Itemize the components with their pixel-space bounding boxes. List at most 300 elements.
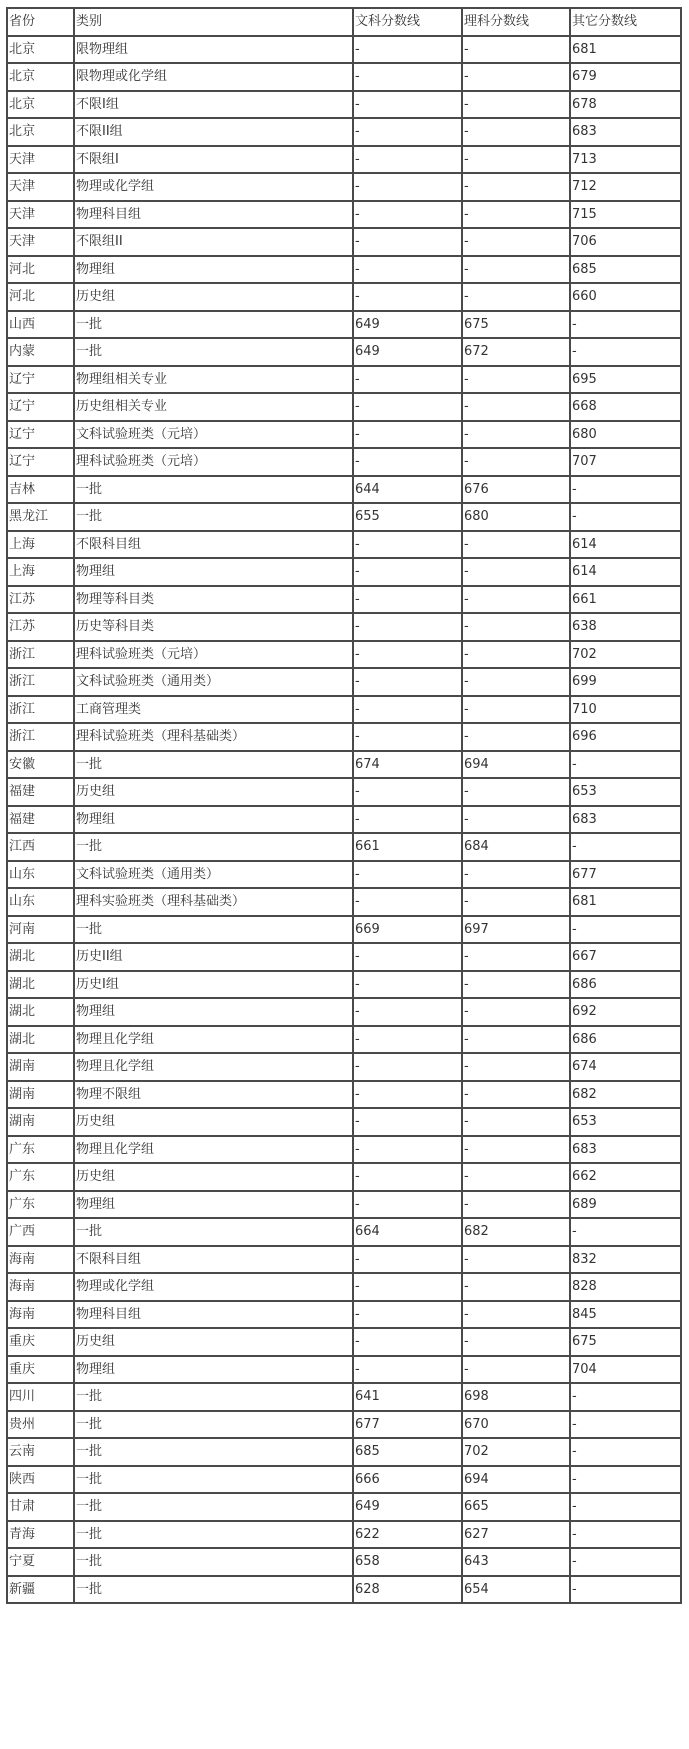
province-cell: 浙江 bbox=[7, 668, 74, 696]
province-cell: 宁夏 bbox=[7, 1548, 74, 1576]
category-cell: 一批 bbox=[74, 1383, 353, 1411]
table-row bbox=[7, 91, 681, 119]
province-cell: 浙江 bbox=[7, 641, 74, 669]
category-cell: 历史组 bbox=[74, 283, 353, 311]
science-score-cell: - bbox=[462, 806, 570, 834]
table-row bbox=[7, 1026, 681, 1054]
science-score-cell: - bbox=[462, 421, 570, 449]
liberal-arts-score-cell: - bbox=[353, 1273, 462, 1301]
other-score-cell: 707 bbox=[570, 448, 681, 476]
category-cell: 一批 bbox=[74, 1521, 353, 1549]
table-row bbox=[7, 1273, 681, 1301]
other-score-cell: 683 bbox=[570, 118, 681, 146]
table-row bbox=[7, 36, 681, 64]
other-score-cell: - bbox=[570, 476, 681, 504]
liberal-arts-score-cell: - bbox=[353, 1136, 462, 1164]
liberal-arts-score-cell: - bbox=[353, 63, 462, 91]
category-cell: 一批 bbox=[74, 1548, 353, 1576]
category-cell: 理科试验班类（元培） bbox=[74, 641, 353, 669]
science-score-cell: - bbox=[462, 1026, 570, 1054]
province-cell: 江苏 bbox=[7, 613, 74, 641]
province-cell: 天津 bbox=[7, 173, 74, 201]
province-cell: 湖北 bbox=[7, 998, 74, 1026]
category-cell: 物理且化学组 bbox=[74, 1136, 353, 1164]
liberal-arts-score-cell: - bbox=[353, 558, 462, 586]
province-cell: 湖南 bbox=[7, 1108, 74, 1136]
category-cell: 一批 bbox=[74, 916, 353, 944]
category-cell: 物理组 bbox=[74, 256, 353, 284]
category-cell: 不限I组 bbox=[74, 91, 353, 119]
province-cell: 福建 bbox=[7, 806, 74, 834]
table-row bbox=[7, 1328, 681, 1356]
category-cell: 限物理组 bbox=[74, 36, 353, 64]
science-score-cell: - bbox=[462, 971, 570, 999]
table-row bbox=[7, 283, 681, 311]
province-cell: 浙江 bbox=[7, 723, 74, 751]
category-cell: 不限科目组 bbox=[74, 1246, 353, 1274]
province-cell: 湖北 bbox=[7, 1026, 74, 1054]
science-score-cell: 643 bbox=[462, 1548, 570, 1576]
category-cell: 理科试验班类（理科基础类） bbox=[74, 723, 353, 751]
category-cell: 历史组 bbox=[74, 778, 353, 806]
liberal-arts-score-cell: - bbox=[353, 1053, 462, 1081]
liberal-arts-score-cell: - bbox=[353, 1081, 462, 1109]
other-score-cell: - bbox=[570, 1576, 681, 1604]
liberal-arts-score-cell: - bbox=[353, 971, 462, 999]
liberal-arts-score-cell: 644 bbox=[353, 476, 462, 504]
table-row bbox=[7, 476, 681, 504]
category-cell: 历史I组 bbox=[74, 971, 353, 999]
other-score-cell: 680 bbox=[570, 421, 681, 449]
header-liberal-arts-score: 文科分数线 bbox=[353, 8, 462, 36]
table-row bbox=[7, 1301, 681, 1329]
science-score-cell: - bbox=[462, 668, 570, 696]
liberal-arts-score-cell: 641 bbox=[353, 1383, 462, 1411]
liberal-arts-score-cell: - bbox=[353, 36, 462, 64]
liberal-arts-score-cell: - bbox=[353, 943, 462, 971]
other-score-cell: - bbox=[570, 1218, 681, 1246]
liberal-arts-score-cell: - bbox=[353, 668, 462, 696]
other-score-cell: - bbox=[570, 1411, 681, 1439]
category-cell: 一批 bbox=[74, 1411, 353, 1439]
province-cell: 天津 bbox=[7, 228, 74, 256]
table-row bbox=[7, 723, 681, 751]
other-score-cell: 713 bbox=[570, 146, 681, 174]
province-cell: 广东 bbox=[7, 1136, 74, 1164]
category-cell: 历史等科目类 bbox=[74, 613, 353, 641]
other-score-cell: 614 bbox=[570, 558, 681, 586]
liberal-arts-score-cell: - bbox=[353, 613, 462, 641]
science-score-cell: - bbox=[462, 228, 570, 256]
category-cell: 历史II组 bbox=[74, 943, 353, 971]
liberal-arts-score-cell: - bbox=[353, 806, 462, 834]
province-cell: 内蒙 bbox=[7, 338, 74, 366]
liberal-arts-score-cell: - bbox=[353, 201, 462, 229]
liberal-arts-score-cell: 649 bbox=[353, 338, 462, 366]
science-score-cell: 702 bbox=[462, 1438, 570, 1466]
table-row bbox=[7, 1466, 681, 1494]
category-cell: 不限组I bbox=[74, 146, 353, 174]
province-cell: 辽宁 bbox=[7, 366, 74, 394]
province-cell: 江西 bbox=[7, 833, 74, 861]
liberal-arts-score-cell: - bbox=[353, 146, 462, 174]
other-score-cell: - bbox=[570, 833, 681, 861]
science-score-cell: - bbox=[462, 91, 570, 119]
liberal-arts-score-cell: - bbox=[353, 1301, 462, 1329]
science-score-cell: 684 bbox=[462, 833, 570, 861]
science-score-cell: - bbox=[462, 1191, 570, 1219]
other-score-cell: 679 bbox=[570, 63, 681, 91]
liberal-arts-score-cell: 628 bbox=[353, 1576, 462, 1604]
other-score-cell: 686 bbox=[570, 1026, 681, 1054]
category-cell: 一批 bbox=[74, 1466, 353, 1494]
liberal-arts-score-cell: - bbox=[353, 531, 462, 559]
liberal-arts-score-cell: - bbox=[353, 1328, 462, 1356]
science-score-cell: - bbox=[462, 63, 570, 91]
liberal-arts-score-cell: 622 bbox=[353, 1521, 462, 1549]
liberal-arts-score-cell: - bbox=[353, 1163, 462, 1191]
category-cell: 物理组 bbox=[74, 558, 353, 586]
other-score-cell: - bbox=[570, 503, 681, 531]
table-row bbox=[7, 613, 681, 641]
liberal-arts-score-cell: 666 bbox=[353, 1466, 462, 1494]
table-row bbox=[7, 1108, 681, 1136]
science-score-cell: - bbox=[462, 201, 570, 229]
liberal-arts-score-cell: 669 bbox=[353, 916, 462, 944]
liberal-arts-score-cell: - bbox=[353, 586, 462, 614]
table-row bbox=[7, 943, 681, 971]
science-score-cell: - bbox=[462, 1081, 570, 1109]
other-score-cell: 685 bbox=[570, 256, 681, 284]
table-row bbox=[7, 1191, 681, 1219]
province-cell: 湖南 bbox=[7, 1053, 74, 1081]
province-cell: 天津 bbox=[7, 146, 74, 174]
province-cell: 湖北 bbox=[7, 971, 74, 999]
province-cell: 浙江 bbox=[7, 696, 74, 724]
other-score-cell: 686 bbox=[570, 971, 681, 999]
category-cell: 文科试验班类（元培） bbox=[74, 421, 353, 449]
province-cell: 辽宁 bbox=[7, 421, 74, 449]
science-score-cell: 665 bbox=[462, 1493, 570, 1521]
science-score-cell: - bbox=[462, 448, 570, 476]
science-score-cell: - bbox=[462, 366, 570, 394]
table-header-row bbox=[7, 8, 681, 36]
science-score-cell: - bbox=[462, 723, 570, 751]
other-score-cell: 653 bbox=[570, 778, 681, 806]
science-score-cell: - bbox=[462, 1301, 570, 1329]
province-cell: 四川 bbox=[7, 1383, 74, 1411]
other-score-cell: 702 bbox=[570, 641, 681, 669]
other-score-cell: 683 bbox=[570, 1136, 681, 1164]
liberal-arts-score-cell: 677 bbox=[353, 1411, 462, 1439]
other-score-cell: 706 bbox=[570, 228, 681, 256]
other-score-cell: - bbox=[570, 1383, 681, 1411]
province-cell: 吉林 bbox=[7, 476, 74, 504]
province-cell: 北京 bbox=[7, 91, 74, 119]
liberal-arts-score-cell: - bbox=[353, 1026, 462, 1054]
other-score-cell: - bbox=[570, 1493, 681, 1521]
science-score-cell: 670 bbox=[462, 1411, 570, 1439]
province-cell: 黑龙江 bbox=[7, 503, 74, 531]
liberal-arts-score-cell: 674 bbox=[353, 751, 462, 779]
science-score-cell: - bbox=[462, 531, 570, 559]
table-row bbox=[7, 1218, 681, 1246]
other-score-cell: - bbox=[570, 1438, 681, 1466]
province-cell: 辽宁 bbox=[7, 448, 74, 476]
other-score-cell: 614 bbox=[570, 531, 681, 559]
liberal-arts-score-cell: - bbox=[353, 118, 462, 146]
table-row bbox=[7, 1246, 681, 1274]
science-score-cell: - bbox=[462, 1163, 570, 1191]
other-score-cell: 699 bbox=[570, 668, 681, 696]
category-cell: 物理组 bbox=[74, 998, 353, 1026]
other-score-cell: 689 bbox=[570, 1191, 681, 1219]
science-score-cell: - bbox=[462, 283, 570, 311]
province-cell: 广东 bbox=[7, 1163, 74, 1191]
category-cell: 文科试验班类（通用类） bbox=[74, 668, 353, 696]
science-score-cell: 675 bbox=[462, 311, 570, 339]
other-score-cell: 662 bbox=[570, 1163, 681, 1191]
liberal-arts-score-cell: 661 bbox=[353, 833, 462, 861]
category-cell: 一批 bbox=[74, 1493, 353, 1521]
province-cell: 甘肃 bbox=[7, 1493, 74, 1521]
table-row bbox=[7, 668, 681, 696]
table-row bbox=[7, 641, 681, 669]
province-cell: 广西 bbox=[7, 1218, 74, 1246]
province-cell: 福建 bbox=[7, 778, 74, 806]
other-score-cell: 653 bbox=[570, 1108, 681, 1136]
table-row bbox=[7, 421, 681, 449]
table-row bbox=[7, 1576, 681, 1604]
category-cell: 物理等科目类 bbox=[74, 586, 353, 614]
category-cell: 物理或化学组 bbox=[74, 1273, 353, 1301]
province-cell: 湖北 bbox=[7, 943, 74, 971]
science-score-cell: 672 bbox=[462, 338, 570, 366]
liberal-arts-score-cell: - bbox=[353, 366, 462, 394]
table-row bbox=[7, 448, 681, 476]
other-score-cell: 682 bbox=[570, 1081, 681, 1109]
liberal-arts-score-cell: - bbox=[353, 778, 462, 806]
table-row bbox=[7, 696, 681, 724]
liberal-arts-score-cell: - bbox=[353, 641, 462, 669]
category-cell: 文科试验班类（通用类） bbox=[74, 861, 353, 889]
table-row bbox=[7, 1163, 681, 1191]
other-score-cell: 677 bbox=[570, 861, 681, 889]
category-cell: 一批 bbox=[74, 1218, 353, 1246]
category-cell: 物理科目组 bbox=[74, 1301, 353, 1329]
science-score-cell: - bbox=[462, 558, 570, 586]
category-cell: 一批 bbox=[74, 833, 353, 861]
category-cell: 历史组 bbox=[74, 1163, 353, 1191]
science-score-cell: - bbox=[462, 146, 570, 174]
province-cell: 江苏 bbox=[7, 586, 74, 614]
category-cell: 物理科目组 bbox=[74, 201, 353, 229]
liberal-arts-score-cell: - bbox=[353, 173, 462, 201]
province-cell: 湖南 bbox=[7, 1081, 74, 1109]
header-province: 省份 bbox=[7, 8, 74, 36]
other-score-cell: 638 bbox=[570, 613, 681, 641]
table-row bbox=[7, 173, 681, 201]
science-score-cell: - bbox=[462, 1356, 570, 1384]
province-cell: 河北 bbox=[7, 256, 74, 284]
table-row bbox=[7, 1521, 681, 1549]
liberal-arts-score-cell: 658 bbox=[353, 1548, 462, 1576]
province-cell: 青海 bbox=[7, 1521, 74, 1549]
other-score-cell: 668 bbox=[570, 393, 681, 421]
science-score-cell: 654 bbox=[462, 1576, 570, 1604]
province-cell: 山东 bbox=[7, 888, 74, 916]
liberal-arts-score-cell: 649 bbox=[353, 311, 462, 339]
liberal-arts-score-cell: - bbox=[353, 696, 462, 724]
province-cell: 山东 bbox=[7, 861, 74, 889]
science-score-cell: - bbox=[462, 393, 570, 421]
province-cell: 辽宁 bbox=[7, 393, 74, 421]
science-score-cell: 680 bbox=[462, 503, 570, 531]
other-score-cell: 832 bbox=[570, 1246, 681, 1274]
science-score-cell: - bbox=[462, 888, 570, 916]
table-row bbox=[7, 503, 681, 531]
category-cell: 不限II组 bbox=[74, 118, 353, 146]
table-row bbox=[7, 256, 681, 284]
science-score-cell: 627 bbox=[462, 1521, 570, 1549]
table-row bbox=[7, 1438, 681, 1466]
province-cell: 重庆 bbox=[7, 1356, 74, 1384]
liberal-arts-score-cell: - bbox=[353, 228, 462, 256]
science-score-cell: 697 bbox=[462, 916, 570, 944]
province-cell: 天津 bbox=[7, 201, 74, 229]
science-score-cell: - bbox=[462, 1136, 570, 1164]
other-score-cell: - bbox=[570, 1548, 681, 1576]
other-score-cell: 710 bbox=[570, 696, 681, 724]
liberal-arts-score-cell: - bbox=[353, 91, 462, 119]
table-row bbox=[7, 1081, 681, 1109]
table-body bbox=[7, 8, 681, 1603]
header-other-score: 其它分数线 bbox=[570, 8, 681, 36]
science-score-cell: - bbox=[462, 613, 570, 641]
category-cell: 一批 bbox=[74, 503, 353, 531]
other-score-cell: 667 bbox=[570, 943, 681, 971]
science-score-cell: - bbox=[462, 943, 570, 971]
science-score-cell: - bbox=[462, 998, 570, 1026]
category-cell: 工商管理类 bbox=[74, 696, 353, 724]
category-cell: 一批 bbox=[74, 338, 353, 366]
province-cell: 北京 bbox=[7, 118, 74, 146]
liberal-arts-score-cell: - bbox=[353, 256, 462, 284]
table-row bbox=[7, 393, 681, 421]
category-cell: 物理或化学组 bbox=[74, 173, 353, 201]
category-cell: 物理组 bbox=[74, 1191, 353, 1219]
liberal-arts-score-cell: 655 bbox=[353, 503, 462, 531]
category-cell: 理科试验班类（元培） bbox=[74, 448, 353, 476]
other-score-cell: 696 bbox=[570, 723, 681, 751]
science-score-cell: - bbox=[462, 1328, 570, 1356]
science-score-cell: - bbox=[462, 586, 570, 614]
table-row bbox=[7, 998, 681, 1026]
table-row bbox=[7, 338, 681, 366]
other-score-cell: 845 bbox=[570, 1301, 681, 1329]
liberal-arts-score-cell: - bbox=[353, 283, 462, 311]
province-cell: 贵州 bbox=[7, 1411, 74, 1439]
science-score-cell: - bbox=[462, 256, 570, 284]
table-row bbox=[7, 366, 681, 394]
category-cell: 限物理或化学组 bbox=[74, 63, 353, 91]
table-row bbox=[7, 916, 681, 944]
category-cell: 不限组II bbox=[74, 228, 353, 256]
table-row bbox=[7, 586, 681, 614]
table-row bbox=[7, 1411, 681, 1439]
science-score-cell: 682 bbox=[462, 1218, 570, 1246]
science-score-cell: 694 bbox=[462, 751, 570, 779]
province-cell: 海南 bbox=[7, 1301, 74, 1329]
other-score-cell: 712 bbox=[570, 173, 681, 201]
science-score-cell: - bbox=[462, 1273, 570, 1301]
liberal-arts-score-cell: - bbox=[353, 1246, 462, 1274]
table-row bbox=[7, 558, 681, 586]
science-score-cell: - bbox=[462, 861, 570, 889]
other-score-cell: 683 bbox=[570, 806, 681, 834]
province-cell: 北京 bbox=[7, 36, 74, 64]
province-cell: 北京 bbox=[7, 63, 74, 91]
category-cell: 历史组相关专业 bbox=[74, 393, 353, 421]
admission-scores-table bbox=[6, 7, 682, 1604]
header-science-score: 理科分数线 bbox=[462, 8, 570, 36]
science-score-cell: - bbox=[462, 1053, 570, 1081]
liberal-arts-score-cell: - bbox=[353, 393, 462, 421]
table-row bbox=[7, 778, 681, 806]
category-cell: 物理组相关专业 bbox=[74, 366, 353, 394]
table-row bbox=[7, 971, 681, 999]
liberal-arts-score-cell: 664 bbox=[353, 1218, 462, 1246]
category-cell: 物理且化学组 bbox=[74, 1026, 353, 1054]
other-score-cell: - bbox=[570, 751, 681, 779]
liberal-arts-score-cell: - bbox=[353, 448, 462, 476]
other-score-cell: 674 bbox=[570, 1053, 681, 1081]
science-score-cell: - bbox=[462, 118, 570, 146]
category-cell: 一批 bbox=[74, 311, 353, 339]
liberal-arts-score-cell: - bbox=[353, 723, 462, 751]
province-cell: 河北 bbox=[7, 283, 74, 311]
other-score-cell: 695 bbox=[570, 366, 681, 394]
category-cell: 一批 bbox=[74, 1576, 353, 1604]
science-score-cell: 694 bbox=[462, 1466, 570, 1494]
table-row bbox=[7, 1383, 681, 1411]
province-cell: 上海 bbox=[7, 558, 74, 586]
table-row bbox=[7, 63, 681, 91]
liberal-arts-score-cell: - bbox=[353, 1108, 462, 1136]
science-score-cell: 698 bbox=[462, 1383, 570, 1411]
science-score-cell: - bbox=[462, 778, 570, 806]
liberal-arts-score-cell: - bbox=[353, 998, 462, 1026]
science-score-cell: - bbox=[462, 641, 570, 669]
liberal-arts-score-cell: 649 bbox=[353, 1493, 462, 1521]
table-row bbox=[7, 201, 681, 229]
category-cell: 一批 bbox=[74, 1438, 353, 1466]
province-cell: 云南 bbox=[7, 1438, 74, 1466]
province-cell: 山西 bbox=[7, 311, 74, 339]
science-score-cell: - bbox=[462, 36, 570, 64]
table-row bbox=[7, 311, 681, 339]
category-cell: 物理组 bbox=[74, 806, 353, 834]
province-cell: 海南 bbox=[7, 1273, 74, 1301]
category-cell: 理科实验班类（理科基础类） bbox=[74, 888, 353, 916]
province-cell: 河南 bbox=[7, 916, 74, 944]
province-cell: 安徽 bbox=[7, 751, 74, 779]
table-row bbox=[7, 1053, 681, 1081]
science-score-cell: - bbox=[462, 173, 570, 201]
liberal-arts-score-cell: - bbox=[353, 888, 462, 916]
liberal-arts-score-cell: - bbox=[353, 1356, 462, 1384]
science-score-cell: - bbox=[462, 1108, 570, 1136]
